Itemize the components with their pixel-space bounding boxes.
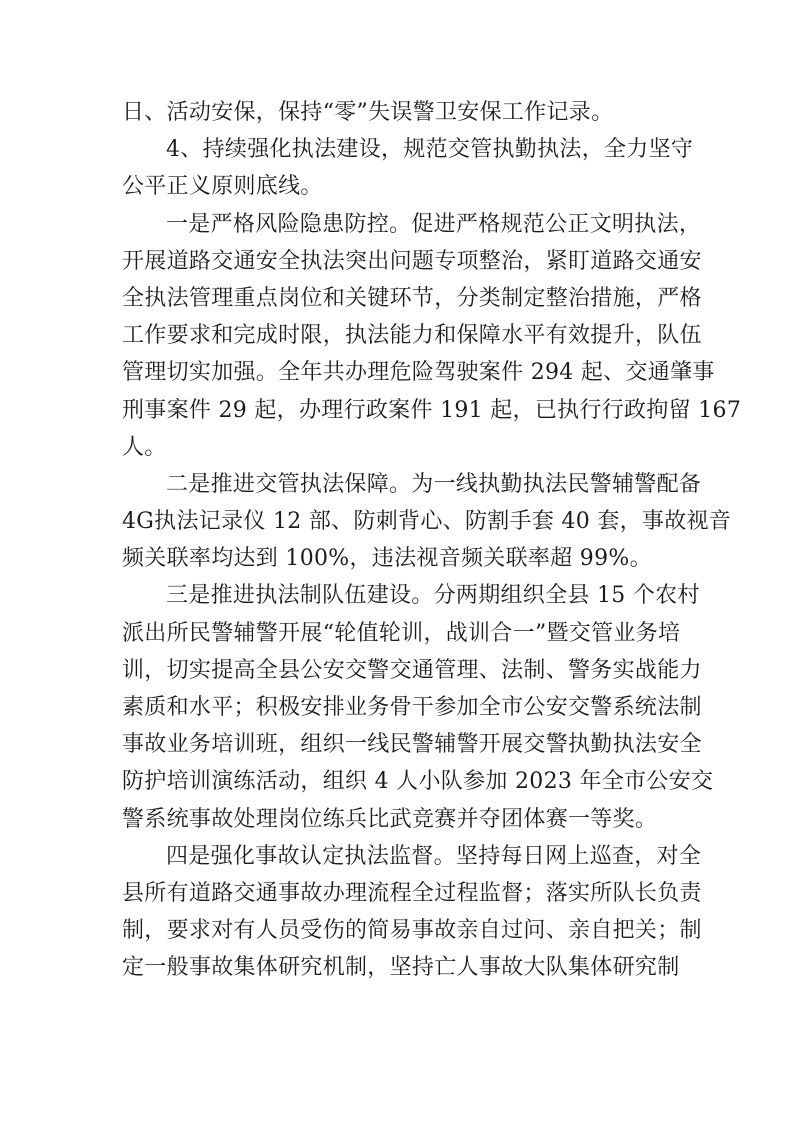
text-line: 日、活动安保，保持“零”失误警卫安保工作记录。 xyxy=(122,100,614,125)
text-line: 全执法管理重点岗位和关键环节，分类制定整治措施，严格 xyxy=(122,285,702,311)
text-line: 派出所民警辅警开展“轮值轮训，战训合一”暨交管业务培 xyxy=(122,620,681,646)
text-line: 素质和水平；积极安排业务骨干参加全市公安交警系统法制 xyxy=(122,695,702,720)
text-line: 工作要求和完成时限，执法能力和保障水平有效提升，队伍 xyxy=(122,323,702,349)
text-line: 4G执法记录仪 12 部、防刺背心、防割手套 40 套，事故视音 xyxy=(122,509,732,535)
paragraph-start-line: 一是严格风险隐患防控。促进严格规范公正文明执法， xyxy=(166,211,702,237)
text-line: 频关联率均达到 100%，违法视音频关联率超 99%。 xyxy=(122,546,652,572)
paragraph-start-line: 三是推进执法制队伍建设。分两期组织全县 15 个农村 xyxy=(166,583,700,609)
text-line: 开展道路交通安全执法突出问题专项整治，紧盯道路交通安 xyxy=(122,248,702,274)
text-line: 训，切实提高全县公安交警交通管理、法制、警务实战能力 xyxy=(122,657,702,683)
section-heading-line: 4、持续强化执法建设，规范交管执勤执法，全力坚守 xyxy=(166,137,694,163)
text-line: 刑事案件 29 起，办理行政案件 191 起，已执行行政拘留 167 xyxy=(122,397,742,423)
document-body xyxy=(122,94,742,987)
text-line: 事故业务培训班，组织一线民警辅警开展交警执勤执法安全 xyxy=(122,732,702,758)
text-line: 防护培训演练活动，组织 4 人小队参加 2023 年全市公安交 xyxy=(122,769,714,795)
paragraph-start-line: 四是强化事故认定执法监督。坚持每日网上巡查，对全 xyxy=(166,843,702,869)
text-line: 管理切实加强。全年共办理危险驾驶案件 294 起、交通肇事 xyxy=(122,360,715,386)
text-line: 警系统事故处理岗位练兵比武竞赛并夺团体赛一等奖。 xyxy=(122,806,658,832)
paragraph-start-line: 二是推进交管执法保障。为一线执勤执法民警辅警配备 xyxy=(166,471,702,497)
text-line: 公平正义原则底线。 xyxy=(122,174,323,200)
text-line: 人。 xyxy=(122,434,167,460)
text-line: 定一般事故集体研究机制，坚持亡人事故大队集体研究制 xyxy=(122,955,680,981)
text-line: 县所有道路交通事故办理流程全过程监督；落实所队长负责 xyxy=(122,880,702,906)
text-line: 制，要求对有人员受伤的简易事故亲自过问、亲自把关；制 xyxy=(122,918,702,944)
